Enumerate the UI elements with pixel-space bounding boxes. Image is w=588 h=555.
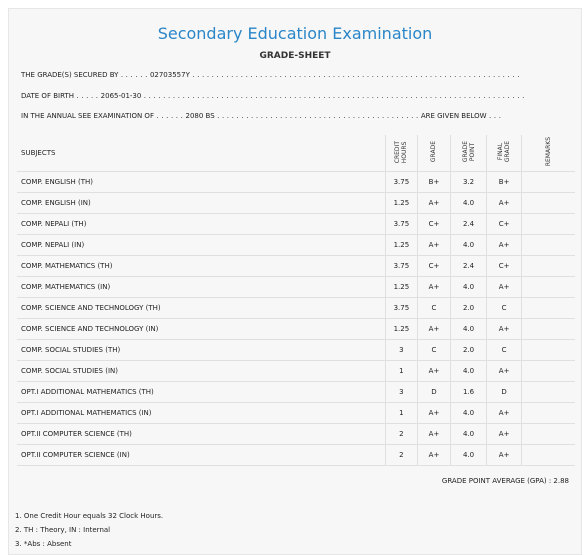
remarks-cell bbox=[521, 214, 575, 235]
grade-point-cell: 4.0 bbox=[450, 193, 487, 214]
subject-cell: OPT.II COMPUTER SCIENCE (IN) bbox=[17, 445, 385, 466]
table-row bbox=[17, 319, 575, 340]
credit-hours-cell: 2 bbox=[385, 445, 418, 466]
remarks-cell bbox=[521, 445, 575, 466]
given-below-label: ARE GIVEN BELOW bbox=[420, 112, 487, 120]
table-row bbox=[17, 382, 575, 403]
credit-hours-cell: 3.75 bbox=[385, 172, 418, 193]
credit-hours-cell: 1.25 bbox=[385, 277, 418, 298]
gpa-line bbox=[442, 477, 569, 485]
grade-cell: A+ bbox=[418, 193, 451, 214]
grade-point-cell: 4.0 bbox=[450, 361, 487, 382]
dob-value: 2065-01-30 bbox=[100, 92, 142, 100]
grade-point-cell: 2.0 bbox=[450, 298, 487, 319]
header-subjects: SUBJECTS bbox=[17, 135, 385, 172]
grade-cell: A+ bbox=[418, 235, 451, 256]
final-grade-cell: A+ bbox=[487, 403, 522, 424]
exam-line: IN THE ANNUAL SEE EXAMINATION OF . . . . . . 2080 BS . . . . . . . . . . . . . . . . . . . . . . . . . . . . . . . . . . . . . . . . . . ARE GIVEN BELOW . . . bbox=[21, 112, 502, 120]
table-row bbox=[17, 403, 575, 424]
final-grade-cell: D bbox=[487, 382, 522, 403]
subject-cell: COMP. SCIENCE AND TECHNOLOGY (IN) bbox=[17, 319, 385, 340]
subject-cell: COMP. SOCIAL STUDIES (IN) bbox=[17, 361, 385, 382]
page-title: Secondary Education Examination bbox=[157, 24, 433, 43]
table-row bbox=[17, 298, 575, 319]
grade-point-cell: 4.0 bbox=[450, 424, 487, 445]
exam-label: IN THE ANNUAL SEE EXAMINATION OF bbox=[21, 112, 154, 120]
credit-hours-cell: 1.25 bbox=[385, 319, 418, 340]
subject-cell: COMP. SCIENCE AND TECHNOLOGY (TH) bbox=[17, 298, 385, 319]
header-final-grade: FINAL GRADE bbox=[487, 135, 522, 172]
grade-cell: C+ bbox=[418, 214, 451, 235]
grade-point-cell: 2.4 bbox=[450, 214, 487, 235]
remarks-cell bbox=[521, 340, 575, 361]
table-row bbox=[17, 424, 575, 445]
credit-hours-cell: 1 bbox=[385, 403, 418, 424]
grade-point-cell: 1.6 bbox=[450, 382, 487, 403]
table-row bbox=[17, 172, 575, 193]
table-row bbox=[17, 256, 575, 277]
subject-cell: COMP. MATHEMATICS (TH) bbox=[17, 256, 385, 277]
final-grade-cell: A+ bbox=[487, 319, 522, 340]
table-row bbox=[17, 445, 575, 466]
remarks-cell bbox=[521, 319, 575, 340]
remarks-cell bbox=[521, 361, 575, 382]
grade-cell: A+ bbox=[418, 445, 451, 466]
final-grade-cell: A+ bbox=[487, 277, 522, 298]
remarks-cell bbox=[521, 256, 575, 277]
credit-hours-cell: 2 bbox=[385, 424, 418, 445]
credit-hours-cell: 3.75 bbox=[385, 214, 418, 235]
subject-cell: OPT.I ADDITIONAL MATHEMATICS (IN) bbox=[17, 403, 385, 424]
final-grade-cell: B+ bbox=[487, 172, 522, 193]
grade-point-cell: 2.0 bbox=[450, 340, 487, 361]
subject-cell: COMP. NEPALI (TH) bbox=[17, 214, 385, 235]
page-subtitle: GRADE-SHEET bbox=[259, 51, 331, 61]
remarks-cell bbox=[521, 277, 575, 298]
subject-cell: COMP. NEPALI (IN) bbox=[17, 235, 385, 256]
symbol-number: 02703557Y bbox=[149, 71, 190, 79]
grade-cell: A+ bbox=[418, 424, 451, 445]
subject-cell: COMP. ENGLISH (IN) bbox=[17, 193, 385, 214]
final-grade-cell: C+ bbox=[487, 256, 522, 277]
footnote: 2. TH : Theory, IN : Internal bbox=[15, 526, 111, 534]
credit-hours-cell: 3 bbox=[385, 382, 418, 403]
credit-hours-cell: 1.25 bbox=[385, 193, 418, 214]
subject-cell: COMP. ENGLISH (TH) bbox=[17, 172, 385, 193]
grade-point-cell: 4.0 bbox=[450, 277, 487, 298]
grade-point-cell: 4.0 bbox=[450, 235, 487, 256]
dob-line: DATE OF BIRTH . . . . . 2065-01-30 . . . . . . . . . . . . . . . . . . . . . . . . . . . . . . . . . . . . . . . . . . . . . . . . . . . . . . . . . . . . . . . . . . . . . . . . . . . . . . . bbox=[21, 92, 525, 100]
subject-cell: OPT.I ADDITIONAL MATHEMATICS (TH) bbox=[17, 382, 385, 403]
remarks-cell bbox=[521, 403, 575, 424]
credit-hours-cell: 3.75 bbox=[385, 256, 418, 277]
final-grade-cell: C bbox=[487, 340, 522, 361]
remarks-cell bbox=[521, 382, 575, 403]
final-grade-cell: C bbox=[487, 298, 522, 319]
remarks-cell bbox=[521, 298, 575, 319]
credit-hours-cell: 3 bbox=[385, 340, 418, 361]
table-row bbox=[17, 193, 575, 214]
grade-sheet bbox=[8, 8, 582, 555]
credit-hours-cell: 1 bbox=[385, 361, 418, 382]
grade-cell: A+ bbox=[418, 361, 451, 382]
remarks-cell bbox=[521, 193, 575, 214]
table-header-row bbox=[17, 135, 575, 172]
table-row bbox=[17, 235, 575, 256]
grade-cell: D bbox=[418, 382, 451, 403]
grade-cell: B+ bbox=[418, 172, 451, 193]
final-grade-cell: A+ bbox=[487, 445, 522, 466]
subject-cell: COMP. SOCIAL STUDIES (TH) bbox=[17, 340, 385, 361]
subject-cell: OPT.II COMPUTER SCIENCE (TH) bbox=[17, 424, 385, 445]
grade-cell: A+ bbox=[418, 403, 451, 424]
footnote: 1. One Credit Hour equals 32 Clock Hours. bbox=[15, 512, 164, 520]
table-row bbox=[17, 277, 575, 298]
remarks-cell bbox=[521, 172, 575, 193]
final-grade-cell: A+ bbox=[487, 235, 522, 256]
grade-cell: A+ bbox=[418, 277, 451, 298]
grade-cell: A+ bbox=[418, 319, 451, 340]
credit-hours-cell: 1.25 bbox=[385, 235, 418, 256]
remarks-cell bbox=[521, 424, 575, 445]
grade-cell: C+ bbox=[418, 256, 451, 277]
subject-cell: COMP. MATHEMATICS (IN) bbox=[17, 277, 385, 298]
footnote: 3. *Abs : Absent bbox=[15, 540, 72, 548]
grade-point-cell: 3.2 bbox=[450, 172, 487, 193]
header-remarks: REMARKS bbox=[521, 135, 575, 172]
credit-hours-cell: 3.75 bbox=[385, 298, 418, 319]
grade-point-cell: 4.0 bbox=[450, 445, 487, 466]
final-grade-cell: A+ bbox=[487, 424, 522, 445]
grades-secured-label: THE GRADE(S) SECURED BY bbox=[21, 71, 119, 79]
grade-point-cell: 4.0 bbox=[450, 403, 487, 424]
final-grade-cell: A+ bbox=[487, 361, 522, 382]
header-grade-point: GRADE POINT bbox=[450, 135, 487, 172]
gpa-value: 2.88 bbox=[553, 477, 569, 485]
final-grade-cell: A+ bbox=[487, 193, 522, 214]
grade-point-cell: 4.0 bbox=[450, 319, 487, 340]
table-row bbox=[17, 361, 575, 382]
footnotes bbox=[15, 509, 163, 551]
remarks-cell bbox=[521, 235, 575, 256]
header-grade: GRADE bbox=[418, 135, 451, 172]
grades-secured-line: THE GRADE(S) SECURED BY . . . . . . 02703557Y . . . . . . . . . . . . . . . . . . . . . . . . . . . . . . . . . . . . . . . . . . . . . . . . . . . . . . . . . . . . . . . . . . . . bbox=[21, 71, 520, 79]
exam-year: 2080 BS bbox=[185, 112, 215, 120]
grade-cell: C bbox=[418, 298, 451, 319]
header-credit-hours: CREDIT HOURS bbox=[385, 135, 418, 172]
table-row bbox=[17, 214, 575, 235]
table-row bbox=[17, 340, 575, 361]
grade-point-cell: 2.4 bbox=[450, 256, 487, 277]
grades-table bbox=[17, 135, 575, 466]
gpa-label: GRADE POINT AVERAGE (GPA) : bbox=[441, 477, 552, 485]
final-grade-cell: C+ bbox=[487, 214, 522, 235]
dob-label: DATE OF BIRTH bbox=[21, 92, 74, 100]
grade-cell: C bbox=[418, 340, 451, 361]
